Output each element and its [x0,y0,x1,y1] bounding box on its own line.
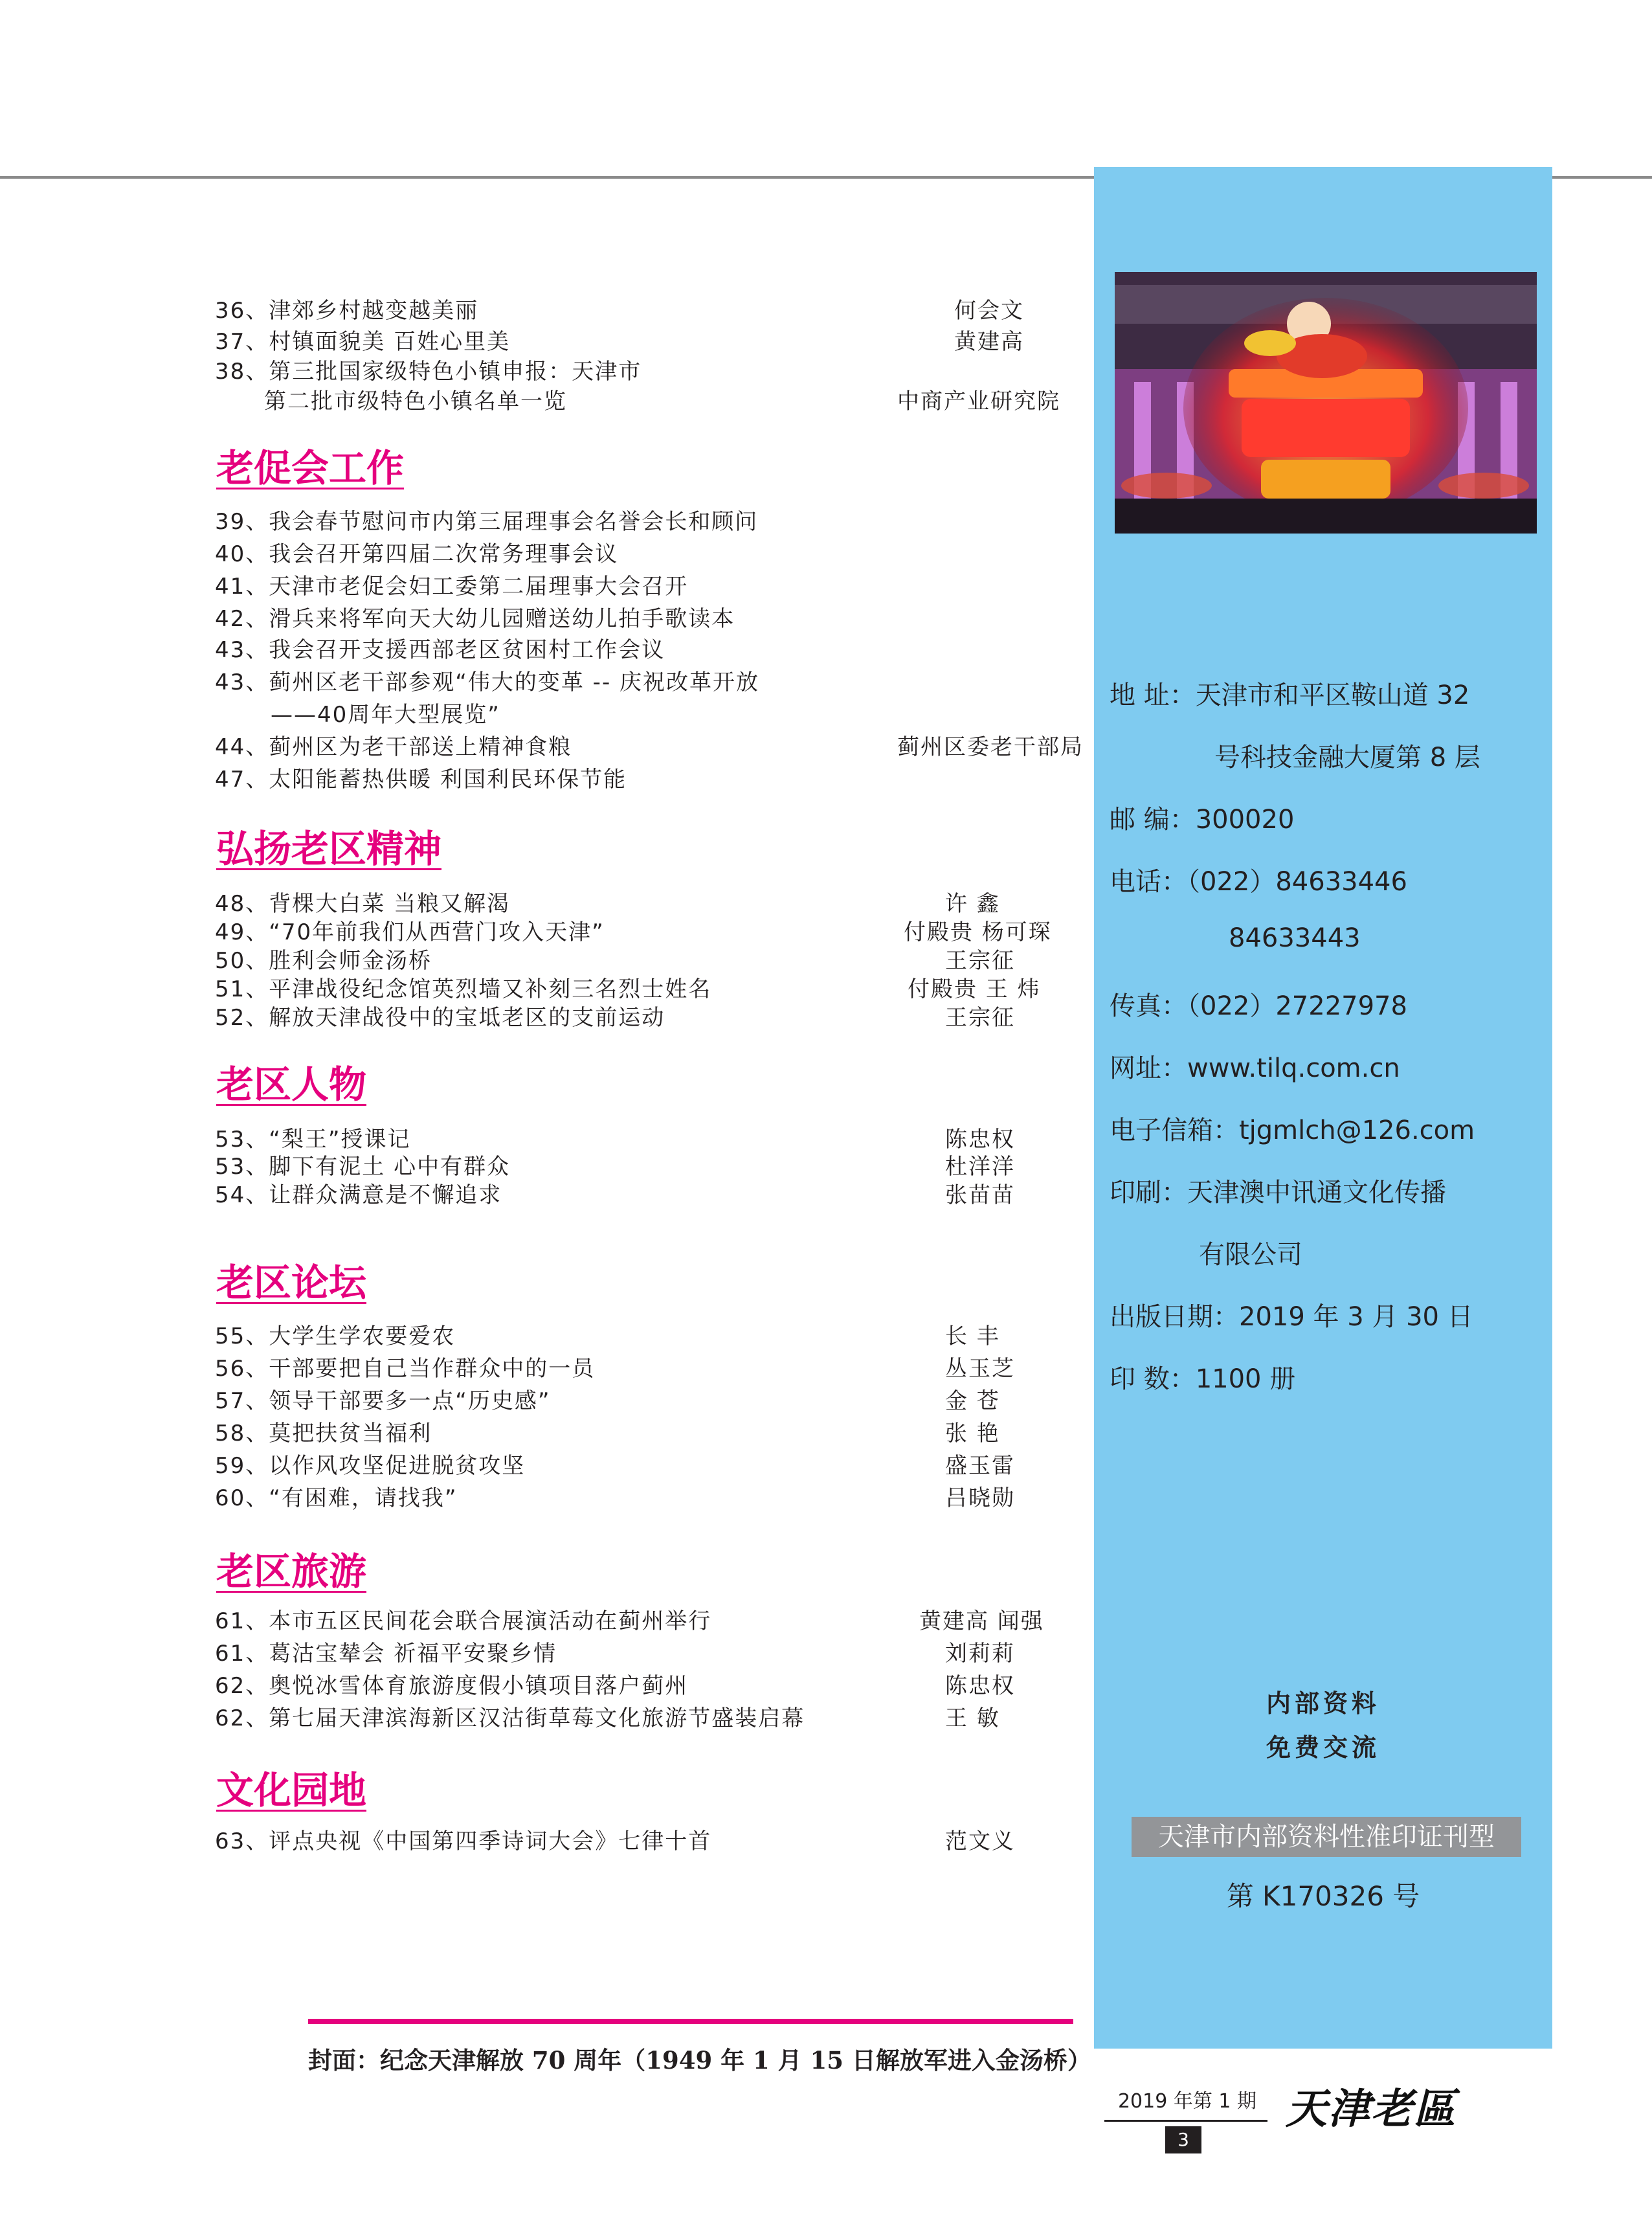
address-line-1: 地 址：天津市和平区鞍山道 32 [1110,680,1470,710]
toc-entry-title: 62、奥悦冰雪体育旅游度假小镇项目落户蓟州 [215,1673,689,1699]
toc-entry-author: 盛玉雷 [945,1453,1015,1479]
toc-entry-title: 51、平津战役纪念馆英烈墙又补刻三名烈士姓名 [215,976,712,1002]
toc-entry-author: 付殿贵 杨可琛 [904,919,1052,945]
toc-entry-title: 43、我会召开支援西部老区贫困村工作会议 [215,637,665,663]
toc-entry-author: 中商产业研究院 [897,388,1060,414]
toc-entry-author: 王宗征 [945,948,1015,974]
toc-entry-author: 黄建高 闻强 [919,1608,1044,1634]
toc-entry-author: 陈忠权 [945,1127,1015,1152]
lantern-photo [1115,272,1537,534]
toc-entry-title: 37、村镇面貌美 百姓心里美 [215,329,511,355]
toc-entry-author: 范文义 [945,1828,1015,1854]
printer-line-2: 有限公司 [1199,1240,1302,1270]
toc-entry-title: 53、脚下有泥土 心中有群众 [215,1154,511,1180]
toc-entry-title: 52、解放天津战役中的宝坻老区的支前运动 [215,1005,665,1031]
toc-entry-author: 吕晓勋 [945,1485,1015,1511]
permit-label: 天津市内部资料性准印证刊型 [1132,1817,1521,1857]
toc-entry-title: 第二批市级特色小镇名单一览 [264,388,567,414]
toc-entry-author: 陈忠权 [945,1673,1015,1699]
toc-entry-author: 丛玉芝 [945,1356,1015,1382]
toc-entry-author: 许 鑫 [945,891,1000,917]
toc-entry-title: 59、以作风攻坚促进脱贫攻坚 [215,1453,526,1479]
toc-entry-title: 57、领导干部要多一点“历史感” [215,1388,551,1414]
magazine-logo: 天津老區 [1286,2085,1457,2133]
phone-1: 电话：（022）84633446 [1110,867,1407,897]
toc-entry-title: 54、让群众满意是不懈追求 [215,1182,502,1208]
toc-entry-author: 张苗苗 [945,1182,1015,1208]
toc-entry-author: 何会文 [954,298,1024,324]
toc-entry-title: 43、蓟州区老干部参观“伟大的变革 -- 庆祝改革开放 [215,669,760,695]
issue-underline [1104,2120,1267,2122]
toc-entry-author: 张 艳 [945,1421,1000,1446]
toc-entry-title: 55、大学生学农要爱农 [215,1323,456,1349]
toc-entry-author: 蓟州区委老干部局 [897,734,1084,760]
toc-entry-title: 40、我会召开第四届二次常务理事会议 [215,541,619,567]
section-title-spirit: 弘扬老区精神 [216,827,442,871]
toc-entry-author: 王 敏 [945,1705,1000,1731]
website: 网址：www.tilq.com.cn [1110,1053,1400,1083]
toc-entry-title: 38、第三批国家级特色小镇申报：天津市 [215,359,642,385]
page-number: 3 [1165,2126,1201,2153]
publication-date: 出版日期：2019 年 3 月 30 日 [1110,1302,1473,1332]
postcode: 邮 编：300020 [1110,805,1295,835]
toc-entry-title: 53、“梨王”授课记 [215,1127,411,1152]
toc-entry-title: 58、莫把扶贫当福利 [215,1421,432,1446]
bottom-rule [308,2019,1073,2024]
toc-entry-title: 41、天津市老促会妇工委第二届理事大会召开 [215,574,689,600]
printer-line-1: 印刷：天津澳中讯通文化传播 [1110,1178,1446,1208]
toc-entry-title: ——40周年大型展览” [271,702,500,728]
toc-entry-title: 47、太阳能蓄热供暖 利国利民环保节能 [215,767,627,793]
toc-entry-title: 36、津郊乡村越变越美丽 [215,298,479,324]
toc-entry-title: 60、“有困难，请找我” [215,1485,458,1511]
print-copies: 印 数：1100 册 [1110,1364,1296,1394]
toc-entry-title: 42、滑兵来将军向天大幼儿园赠送幼儿拍手歌读本 [215,606,735,632]
section-title-culture: 文化园地 [216,1768,367,1812]
toc-entry-author: 金 苍 [945,1388,1000,1414]
toc-entry-author: 杜洋洋 [945,1154,1015,1180]
permit-number: 第 K170326 号 [1226,1880,1420,1912]
toc-entry-title: 63、评点央视《中国第四季诗词大会》七律十首 [215,1828,712,1854]
toc-entry-title: 39、我会春节慰问市内第三届理事会名誉会长和顾问 [215,509,759,535]
issue-label: 2019 年第 1 期 [1117,2090,1257,2113]
toc-entry-title: 61、本市五区民间花会联合展演活动在蓟州举行 [215,1608,712,1634]
lantern-photo-art [1115,272,1537,534]
toc-entry-author: 王宗征 [945,1005,1015,1031]
notice-internal: 内部资料 [1266,1689,1380,1718]
cover-caption: 封面：纪念天津解放 70 周年（1949 年 1 月 15 日解放军进入金汤桥） [308,2046,1091,2074]
section-title-people: 老区人物 [216,1062,367,1107]
notice-free-exchange: 免费交流 [1266,1733,1380,1762]
toc-entry-title: 49、“70年前我们从西营门攻入天津” [215,919,605,945]
toc-entry-title: 50、胜利会师金汤桥 [215,948,432,974]
email: 电子信箱：tjgmlch@126.com [1110,1116,1475,1145]
section-title-laocuhui: 老促会工作 [216,446,405,490]
toc-entry-title: 48、背棵大白菜 当粮又解渴 [215,891,511,917]
fax: 传真：（022）27227978 [1110,991,1407,1021]
toc-entry-title: 61、葛沽宝辇会 祈福平安聚乡情 [215,1641,557,1667]
toc-entry-author: 刘莉莉 [945,1641,1015,1667]
toc-entry-author: 黄建高 [954,329,1024,355]
toc-entry-title: 44、蓟州区为老干部送上精神食粮 [215,734,572,760]
section-title-tourism: 老区旅游 [216,1549,367,1593]
toc-entry-title: 56、干部要把自己当作群众中的一员 [215,1356,596,1382]
phone-2: 84633443 [1229,923,1361,953]
address-line-2: 号科技金融大厦第 8 层 [1214,743,1480,772]
toc-entry-author: 付殿贵 王 炜 [908,976,1041,1002]
toc-entry-author: 长 丰 [945,1323,1000,1349]
section-title-forum: 老区论坛 [216,1261,367,1305]
toc-entry-title: 62、第七届天津滨海新区汉沽街草莓文化旅游节盛装启幕 [215,1705,805,1731]
